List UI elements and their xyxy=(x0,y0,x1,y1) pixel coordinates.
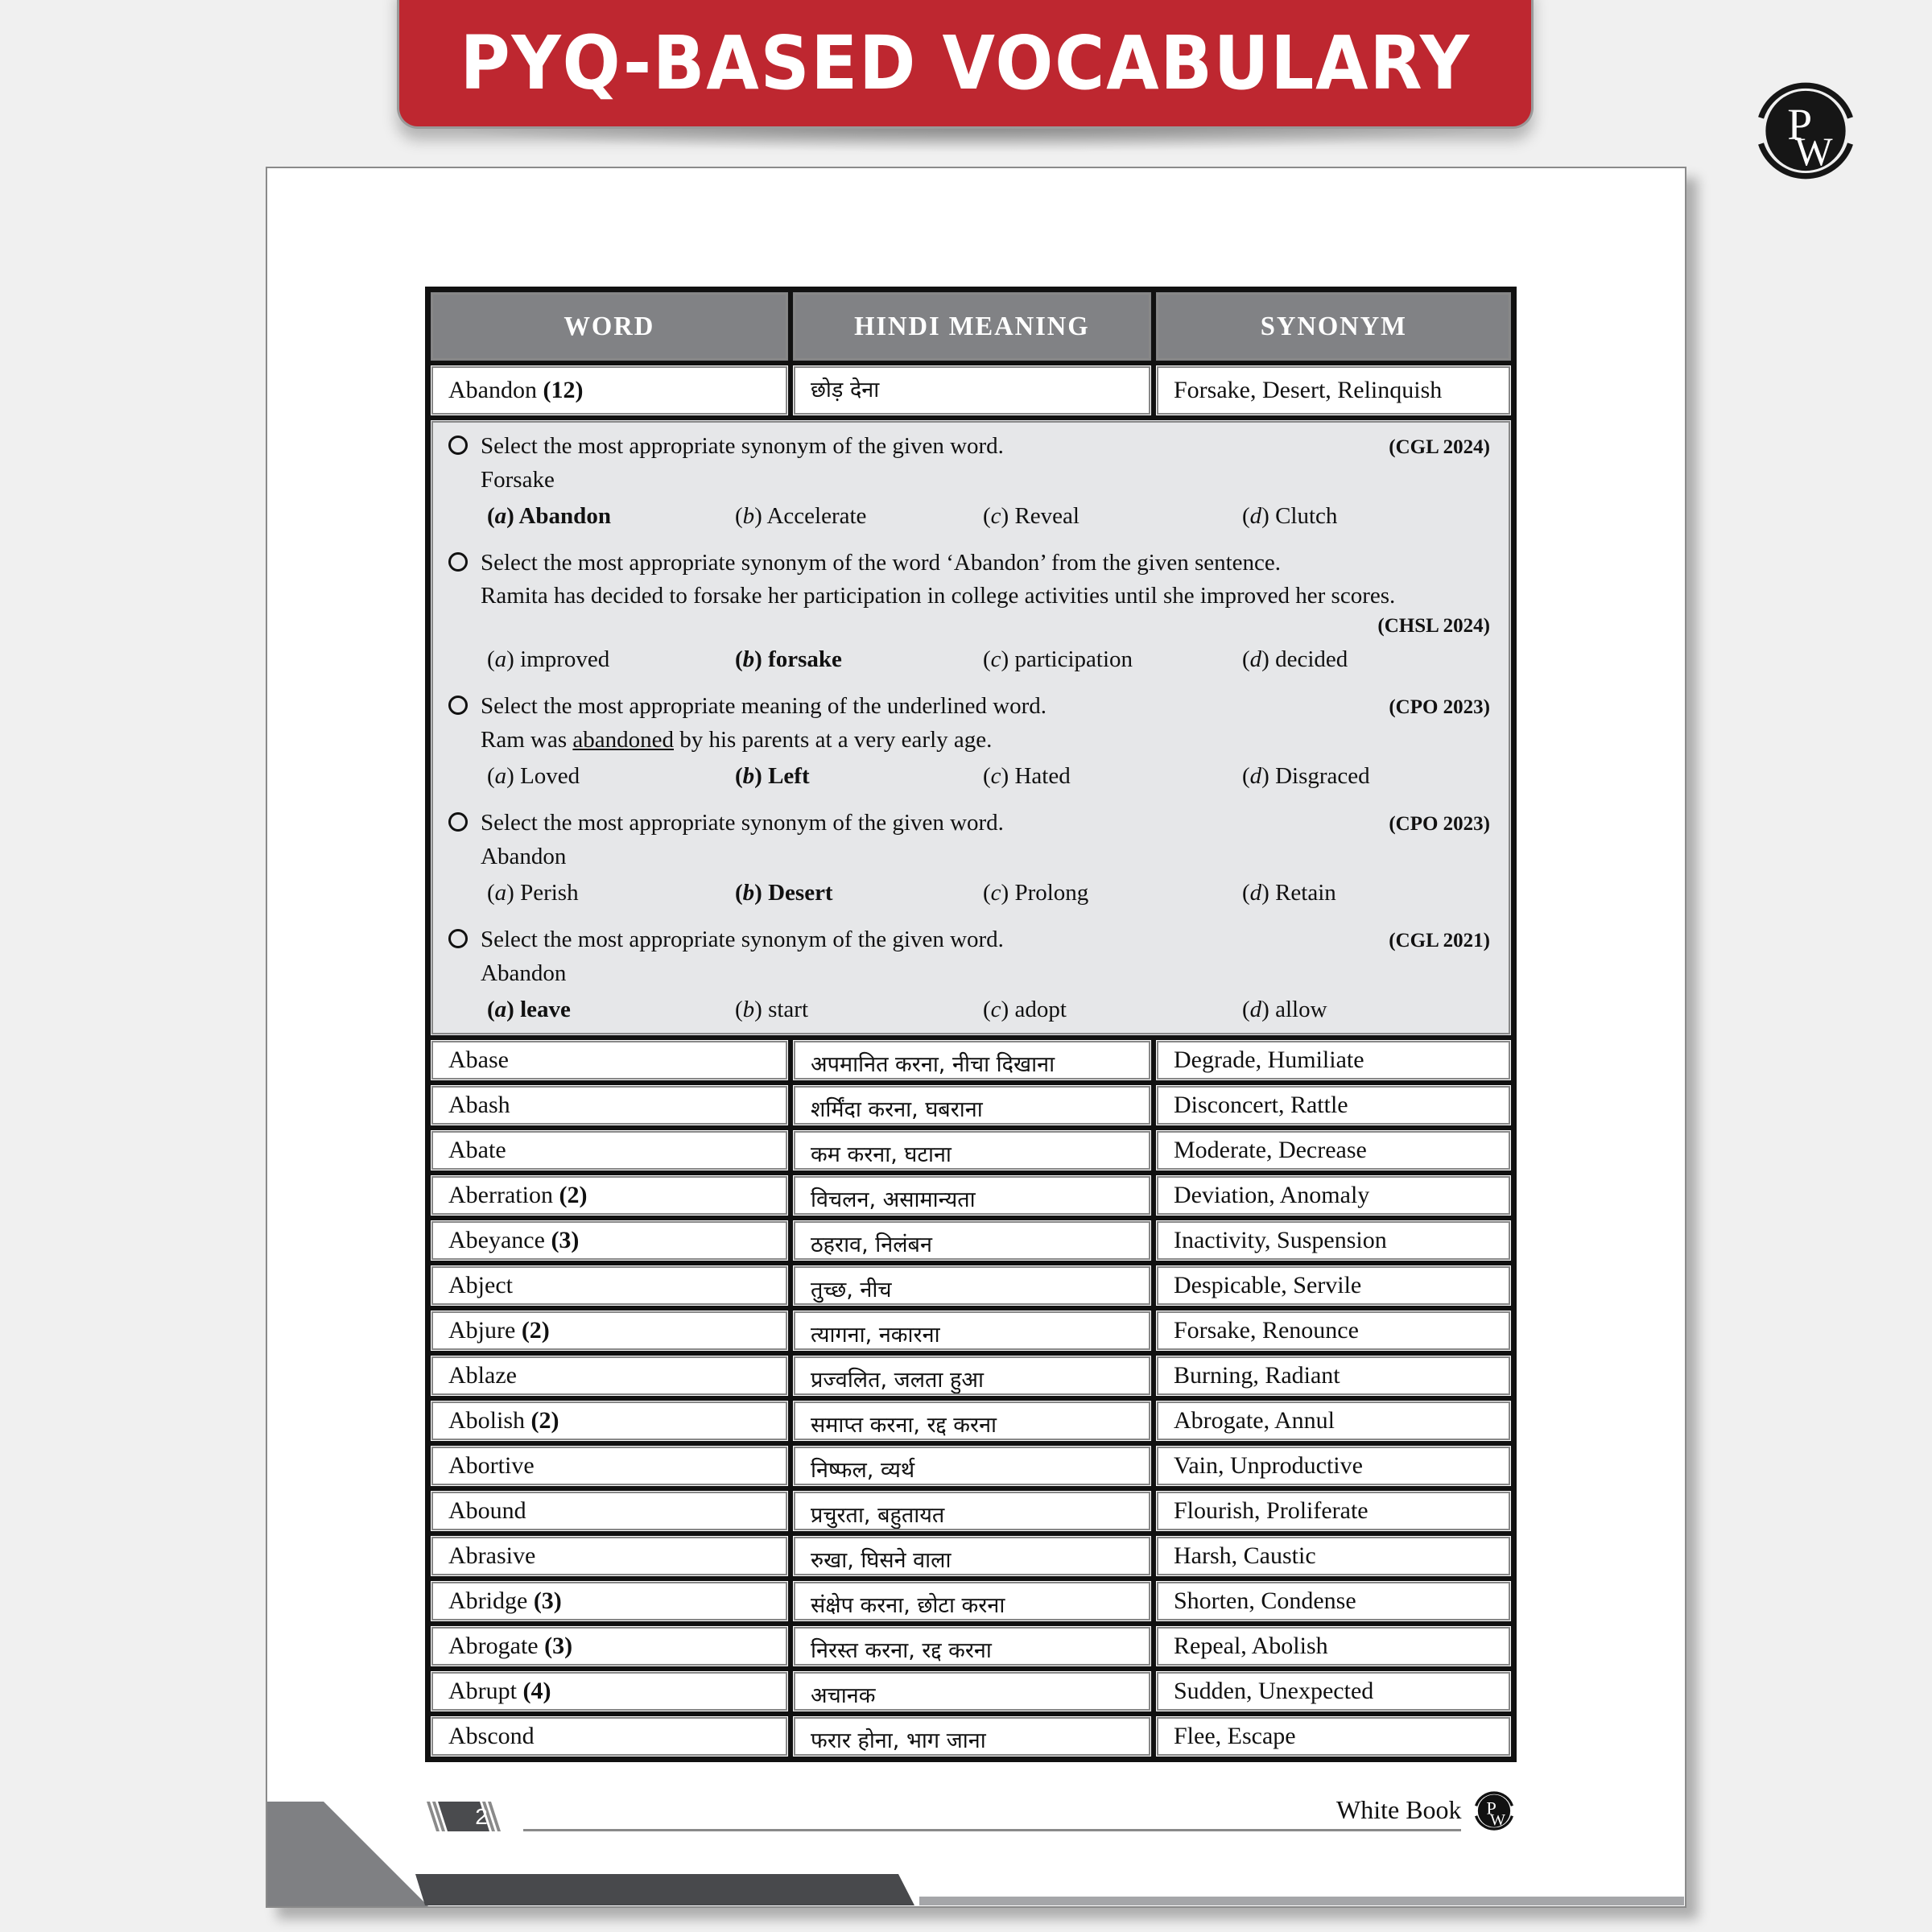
synonym-cell: Abrogate, Annul xyxy=(1154,1398,1513,1443)
hindi-cell: अचानक xyxy=(791,1669,1154,1714)
word-cell: Abash xyxy=(428,1083,791,1128)
svg-text:W: W xyxy=(1794,129,1833,174)
table-row xyxy=(428,1398,1513,1443)
question-item xyxy=(448,807,1490,912)
options xyxy=(448,640,1490,679)
options xyxy=(448,757,1490,795)
hindi-cell: विचलन, असामान्यता xyxy=(791,1173,1154,1218)
question-item xyxy=(448,547,1490,679)
circle-bullet-icon xyxy=(448,812,468,832)
column-header-hindi-meaning: HINDI MEANING xyxy=(791,290,1154,363)
table-row xyxy=(428,1443,1513,1488)
option-b: (b) start xyxy=(735,997,809,1022)
option-b: (b) forsake xyxy=(735,646,842,672)
word-cell: Ablaze xyxy=(428,1353,791,1398)
book-title: White Book xyxy=(1336,1795,1462,1824)
synonym-cell: Deviation, Anomaly xyxy=(1154,1173,1513,1218)
circle-bullet-icon xyxy=(448,436,468,455)
synonym-cell: Flee, Escape xyxy=(1154,1714,1513,1759)
options xyxy=(448,990,1490,1029)
table-row xyxy=(428,1488,1513,1534)
hindi-cell: ठहराव, निलंबन xyxy=(791,1218,1154,1263)
word-cell: Abrupt (4) xyxy=(428,1669,791,1714)
table-row xyxy=(428,1128,1513,1173)
option-a: (a) Perish xyxy=(487,880,579,906)
pyq-question-block xyxy=(428,418,1513,1038)
question-item xyxy=(448,690,1490,795)
question-source: (CPO 2023) xyxy=(1389,696,1490,718)
hindi-cell: रुखा, घिसने वाला xyxy=(791,1534,1154,1579)
footer-decor-light-band xyxy=(919,1897,1684,1905)
hindi-cell: त्यागना, नकारना xyxy=(791,1308,1154,1353)
option-c: (c) Hated xyxy=(983,763,1071,789)
word-cell: Abrasive xyxy=(428,1534,791,1579)
footer-rule xyxy=(523,1829,1461,1831)
synonym-cell: Burning, Radiant xyxy=(1154,1353,1513,1398)
column-header-synonym: SYNONYM xyxy=(1154,290,1513,363)
option-b: (b) Left xyxy=(735,763,810,789)
option-c: (c) adopt xyxy=(983,997,1067,1022)
question-subtext: Abandon xyxy=(481,844,567,869)
word-cell: Abscond xyxy=(428,1714,791,1759)
synonym-cell: Shorten, Condense xyxy=(1154,1579,1513,1624)
synonym-cell: Inactivity, Suspension xyxy=(1154,1218,1513,1263)
synonym-cell: Despicable, Servile xyxy=(1154,1263,1513,1308)
option-c: (c) Prolong xyxy=(983,880,1089,906)
options xyxy=(448,497,1490,535)
table-row xyxy=(428,1308,1513,1353)
circle-bullet-icon xyxy=(448,696,468,715)
title-banner xyxy=(397,0,1534,129)
options xyxy=(448,873,1490,912)
word-cell: Abate xyxy=(428,1128,791,1173)
synonym-cell: Disconcert, Rattle xyxy=(1154,1083,1513,1128)
word-cell: Abortive xyxy=(428,1443,791,1488)
option-c: (c) Reveal xyxy=(983,503,1080,529)
question-text: Select the most appropriate synonym of the given word. xyxy=(481,810,1004,836)
svg-text:P: P xyxy=(1486,1798,1496,1818)
option-b: (b) Accelerate xyxy=(735,503,867,529)
word-cell: Abolish (2) xyxy=(428,1398,791,1443)
hindi-cell: शर्मिंदा करना, घबराना xyxy=(791,1083,1154,1128)
option-d: (d) Clutch xyxy=(1242,503,1338,529)
hindi-cell: संक्षेप करना, छोटा करना xyxy=(791,1579,1154,1624)
question-item xyxy=(448,430,1490,535)
option-d: (d) allow xyxy=(1242,997,1327,1022)
page-number: 2 xyxy=(475,1803,488,1829)
word-cell: Abandon (12) xyxy=(428,363,791,418)
synonym-cell: Degrade, Humiliate xyxy=(1154,1038,1513,1083)
table-row xyxy=(428,1173,1513,1218)
question-source: (CPO 2023) xyxy=(1389,813,1490,835)
pw-footer-logo-icon xyxy=(1472,1788,1517,1833)
table-header-row xyxy=(428,290,1513,363)
synonym-cell: Repeal, Abolish xyxy=(1154,1624,1513,1669)
word-cell: Abound xyxy=(428,1488,791,1534)
column-header-word: WORD xyxy=(428,290,791,363)
svg-text:W: W xyxy=(1489,1810,1505,1829)
pw-logo-icon xyxy=(1747,71,1864,188)
table-row xyxy=(428,1218,1513,1263)
table-row xyxy=(428,1263,1513,1308)
table-row xyxy=(428,1038,1513,1083)
hindi-cell: समाप्त करना, रद्द करना xyxy=(791,1398,1154,1443)
table-row xyxy=(428,1579,1513,1624)
synonym-cell: Flourish, Proliferate xyxy=(1154,1488,1513,1534)
question-source: (CGL 2021) xyxy=(1389,930,1490,952)
option-d: (d) Retain xyxy=(1242,880,1336,906)
question-source: (CGL 2024) xyxy=(1389,436,1490,458)
hindi-cell: निष्फल, व्यर्थ xyxy=(791,1443,1154,1488)
vocabulary-table xyxy=(425,287,1517,1762)
hindi-cell: अपमानित करना, नीचा दिखाना xyxy=(791,1038,1154,1083)
hindi-cell: प्रचुरता, बहुतायत xyxy=(791,1488,1154,1534)
word-rows xyxy=(428,1038,1513,1759)
table-row xyxy=(428,1669,1513,1714)
question-item xyxy=(448,923,1490,1029)
option-c: (c) participation xyxy=(983,646,1133,672)
question-subtext: Forsake xyxy=(481,467,555,493)
word-cell: Aberration (2) xyxy=(428,1173,791,1218)
question-subtext: Ramita has decided to forsake her participation in college activities until she improved her scores. xyxy=(481,583,1396,609)
option-a: (a) improved xyxy=(487,646,610,672)
hindi-cell: प्रज्वलित, जलता हुआ xyxy=(791,1353,1154,1398)
question-text: Select the most appropriate synonym of the given word. xyxy=(481,433,1004,459)
table-row xyxy=(428,1083,1513,1128)
synonym-cell: Forsake, Renounce xyxy=(1154,1308,1513,1353)
hindi-cell: तुच्छ, नीच xyxy=(791,1263,1154,1308)
hindi-cell: फरार होना, भाग जाना xyxy=(791,1714,1154,1759)
option-d: (d) decided xyxy=(1242,646,1348,672)
word-cell: Abject xyxy=(428,1263,791,1308)
question-subtext: Ram was abandoned by his parents at a very early age. xyxy=(481,727,993,753)
hindi-cell: कम करना, घटाना xyxy=(791,1128,1154,1173)
table-row xyxy=(428,363,1513,418)
table-row xyxy=(428,1353,1513,1398)
option-d: (d) Disgraced xyxy=(1242,763,1370,789)
word-cell: Abeyance (3) xyxy=(428,1218,791,1263)
table-row xyxy=(428,1714,1513,1759)
synonym-cell: Sudden, Unexpected xyxy=(1154,1669,1513,1714)
word-cell: Abridge (3) xyxy=(428,1579,791,1624)
hindi-cell: निरस्त करना, रद्द करना xyxy=(791,1624,1154,1669)
synonym-cell: Vain, Unproductive xyxy=(1154,1443,1513,1488)
question-source: (CHSL 2024) xyxy=(1377,615,1490,637)
page-title: PYQ-BASED VOCABULARY xyxy=(460,20,1471,106)
svg-text:P: P xyxy=(1787,100,1813,150)
circle-bullet-icon xyxy=(448,552,468,572)
question-text: Select the most appropriate synonym of the given word. xyxy=(481,927,1004,952)
option-a: (a) Abandon xyxy=(487,503,611,529)
word-cell: Abase xyxy=(428,1038,791,1083)
question-subtext: Abandon xyxy=(481,960,567,986)
word-cell: Abrogate (3) xyxy=(428,1624,791,1669)
underlined-word: abandoned xyxy=(572,727,674,753)
synonym-cell: Moderate, Decrease xyxy=(1154,1128,1513,1173)
option-a: (a) Loved xyxy=(487,763,580,789)
question-text: Select the most appropriate synonym of the word ‘Abandon’ from the given sentence. xyxy=(481,550,1282,576)
footer-decor-dark-band xyxy=(415,1874,914,1905)
synonym-cell: Forsake, Desert, Relinquish xyxy=(1154,363,1513,418)
option-b: (b) Desert xyxy=(735,880,833,906)
option-a: (a) leave xyxy=(487,997,571,1022)
hindi-cell: छोड़ देना xyxy=(791,363,1154,418)
word-cell: Abjure (2) xyxy=(428,1308,791,1353)
table-row xyxy=(428,1534,1513,1579)
synonym-cell: Harsh, Caustic xyxy=(1154,1534,1513,1579)
question-text: Select the most appropriate meaning of the underlined word. xyxy=(481,693,1047,719)
circle-bullet-icon xyxy=(448,929,468,948)
table-row xyxy=(428,1624,1513,1669)
